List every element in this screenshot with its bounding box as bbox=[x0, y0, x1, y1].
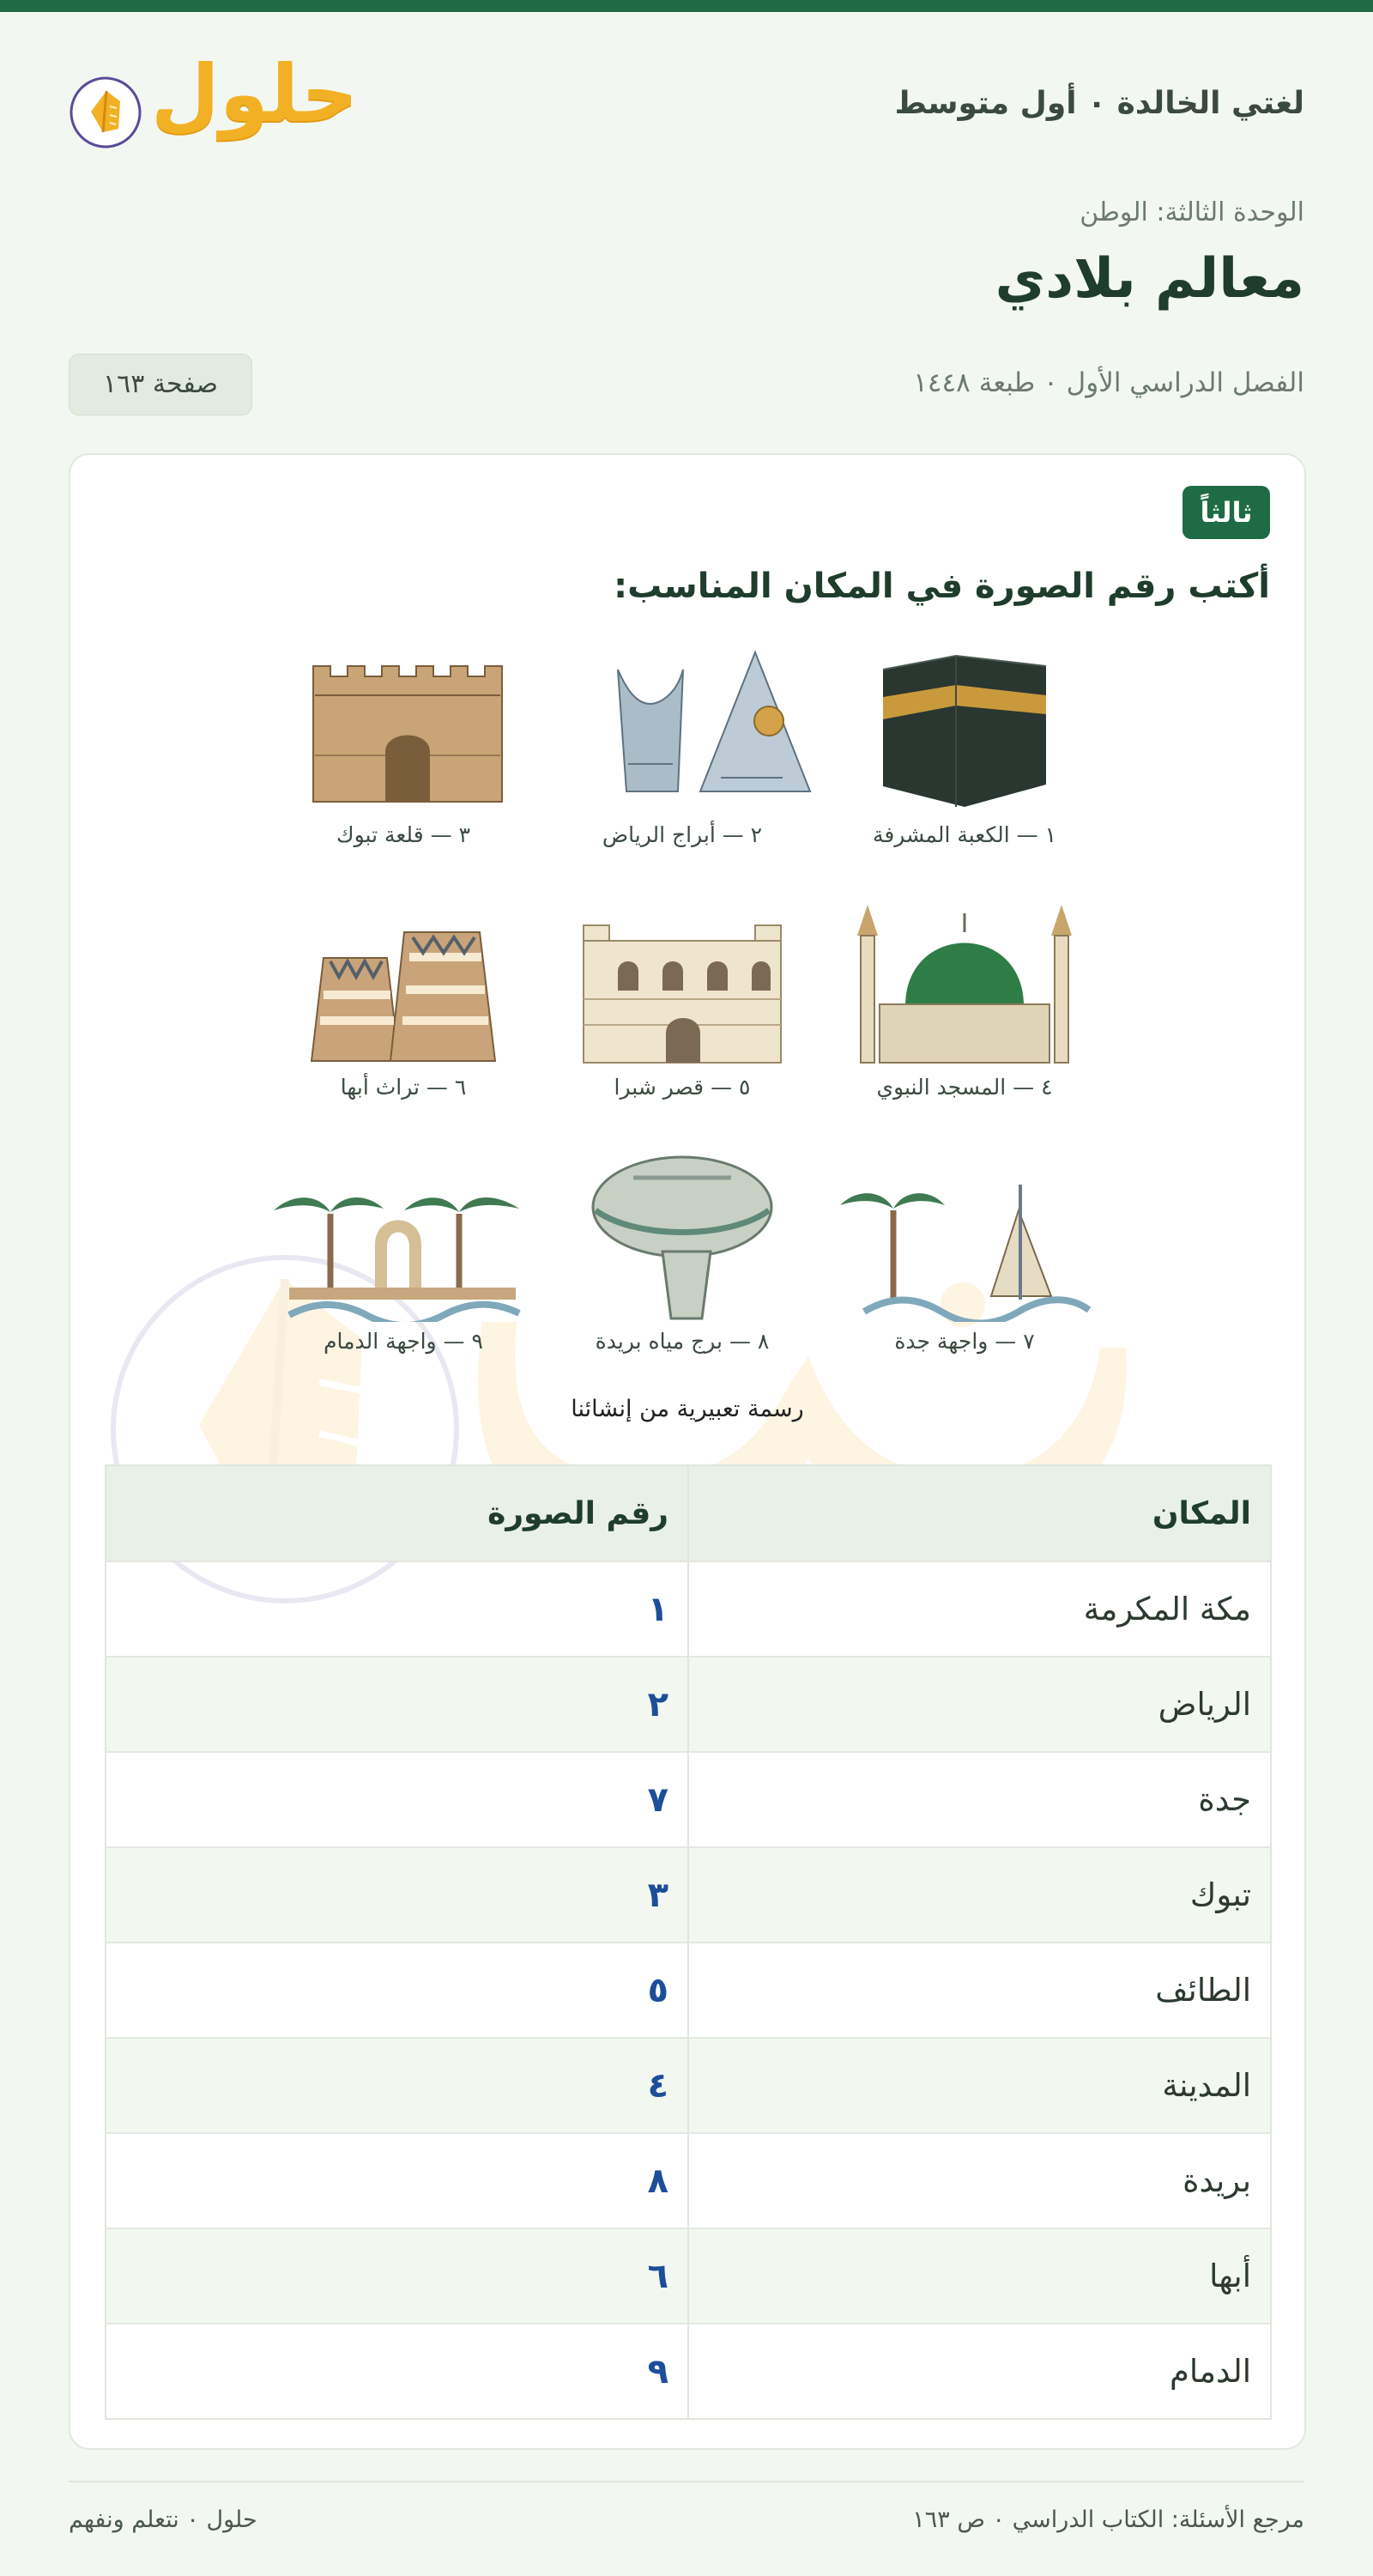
column-header-place: المكان bbox=[687, 1466, 1270, 1561]
figure-caption: ٧ — واجهة جدة bbox=[894, 1329, 1035, 1354]
table-row bbox=[106, 1846, 1270, 1942]
place-cell: مكة المكرمة bbox=[687, 1562, 1270, 1656]
table-row bbox=[106, 2132, 1270, 2227]
shubra-palace-icon bbox=[549, 896, 815, 1068]
place-cell: الدمام bbox=[687, 2324, 1270, 2418]
table-row bbox=[106, 2227, 1270, 2323]
place-cell: بريدة bbox=[687, 2134, 1270, 2227]
figure-1 bbox=[832, 644, 1098, 867]
table-row bbox=[106, 1656, 1270, 1751]
lesson-title: معالم بلادي bbox=[995, 247, 1304, 311]
figure-7 bbox=[832, 1150, 1098, 1373]
footer-tagline[interactable]: حلول ٠ نتعلم ونفهم bbox=[69, 2506, 257, 2533]
answers-table bbox=[105, 1464, 1272, 2420]
kaaba-icon bbox=[832, 644, 1098, 815]
answer-cell: ٤ bbox=[647, 2065, 668, 2106]
place-cell: أبها bbox=[687, 2229, 1270, 2323]
page-number-badge: صفحة ١٦٣ bbox=[69, 354, 252, 415]
place-cell: جدة bbox=[687, 1753, 1270, 1846]
exercise-card bbox=[69, 453, 1306, 2450]
riyadh-towers-icon bbox=[549, 644, 815, 815]
brand-seal-icon bbox=[69, 76, 142, 149]
answer-cell: ٨ bbox=[647, 2161, 668, 2201]
section-badge: ثالثاً bbox=[1182, 486, 1270, 539]
figure-caption: ٢ — أبراج الرياض bbox=[602, 822, 763, 847]
figure-caption: ٤ — المسجد النبوي bbox=[876, 1075, 1053, 1100]
book-title: لغتي الخالدة ٠ أول متوسط bbox=[894, 86, 1304, 121]
table-row bbox=[106, 1561, 1270, 1656]
column-header-number: رقم الصورة bbox=[487, 1495, 668, 1531]
figure-caption: ٣ — قلعة تبوك bbox=[336, 822, 470, 847]
exercise-instruction: أكتب رقم الصورة في المكان المناسب: bbox=[614, 567, 1270, 606]
top-accent-bar bbox=[0, 0, 1373, 12]
footer-reference: مرجع الأسئلة: الكتاب الدراسي ٠ ص ١٦٣ bbox=[912, 2506, 1304, 2533]
table-row bbox=[106, 2037, 1270, 2132]
tabuk-castle-icon bbox=[270, 644, 536, 815]
abha-heritage-icon bbox=[270, 896, 536, 1068]
figure-caption: ٩ — واجهة الدمام bbox=[324, 1329, 483, 1354]
table-row bbox=[106, 1751, 1270, 1846]
table-header-row bbox=[106, 1466, 1270, 1561]
footer-divider bbox=[69, 2481, 1304, 2482]
figure-9 bbox=[270, 1150, 536, 1373]
figure-6 bbox=[270, 896, 536, 1119]
place-cell: الرياض bbox=[687, 1658, 1270, 1751]
place-cell: المدينة bbox=[687, 2039, 1270, 2132]
figure-5 bbox=[549, 896, 815, 1119]
figures-note: رسمة تعبيرية من إنشائنا bbox=[571, 1396, 804, 1422]
prophet-mosque-icon bbox=[832, 896, 1098, 1068]
place-cell: تبوك bbox=[687, 1848, 1270, 1942]
answer-cell: ٣ bbox=[647, 1875, 668, 1915]
table-row bbox=[106, 2323, 1270, 2418]
buraydah-water-tower-icon bbox=[549, 1150, 815, 1322]
unit-label: الوحدة الثالثة: الوطن bbox=[1080, 197, 1304, 227]
answer-cell: ٧ bbox=[647, 1779, 668, 1820]
term-edition: الفصل الدراسي الأول ٠ طبعة ١٤٤٨ bbox=[913, 367, 1304, 398]
place-cell: الطائف bbox=[687, 1943, 1270, 2037]
figure-caption: ١ — الكعبة المشرفة bbox=[872, 822, 1057, 847]
answer-cell: ١ bbox=[647, 1589, 668, 1629]
brand-wordmark: حلول bbox=[151, 48, 359, 140]
figure-4 bbox=[832, 896, 1098, 1119]
dammam-waterfront-icon bbox=[270, 1150, 536, 1322]
figure-8 bbox=[549, 1150, 815, 1373]
figure-caption: ٨ — برج مياه بريدة bbox=[595, 1329, 770, 1354]
answer-cell: ٥ bbox=[647, 1970, 668, 2010]
figure-2 bbox=[549, 644, 815, 867]
figure-3 bbox=[270, 644, 536, 867]
answer-cell: ٦ bbox=[647, 2256, 668, 2296]
answer-cell: ٩ bbox=[647, 2351, 668, 2391]
jeddah-waterfront-icon bbox=[832, 1150, 1098, 1322]
figure-caption: ٥ — قصر شبرا bbox=[614, 1075, 751, 1100]
table-row bbox=[106, 1942, 1270, 2037]
page-header bbox=[69, 48, 1304, 155]
brand-logo[interactable] bbox=[69, 48, 359, 155]
answer-cell: ٢ bbox=[647, 1684, 668, 1724]
figure-caption: ٦ — تراث أبها bbox=[340, 1075, 467, 1100]
